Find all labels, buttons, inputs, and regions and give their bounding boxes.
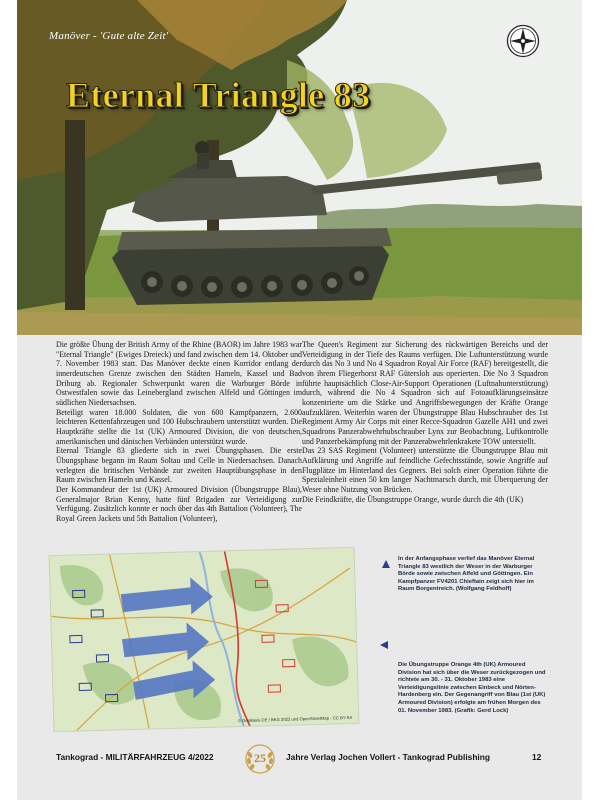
map-caption: Die Übungstruppe Orange 4th (UK) Armoured Division hat sich über die Weser zurückgezogen und richtete am 30. - 31. Oktober 1983 eine Verteidigungslinie zwischen Einbeck und Nörten-Hardenberg ein. Der Gegenangriff von Blau (1st (UK) Armoured Division) erfolgte am frühen Morgen des 01. November 1983. (Grafik: Gerd Lock) [398, 662, 546, 714]
text-column-left [56, 340, 302, 523]
paragraph: Das 23 SAS Regiment (Volunteer) unterstützte die Übungstruppe Blau mit Aufklärung und Angriffe auf feindliche Gefechtsstände, sowie Angriffe auf Flugplätze im Hinterland des Gegners. Bei solch einer Operation führte die Spezialeinheit einen 50 km langer Nachtmarsch durch, mit Überquerung der Weser ohne Nutzung von Brücken. [302, 446, 548, 494]
map-copyright: © GeoBasis-DE / BKG 2022 und OpenStreetMap - CC BY-SA [237, 714, 353, 724]
page-number: 12 [532, 752, 542, 762]
tank-photo [17, 0, 582, 335]
exercise-map [49, 547, 360, 732]
footer-publisher: Jahre Verlag Jochen Vollert - Tankograd Publishing [286, 752, 490, 762]
caption-pointer-up-icon [382, 560, 390, 568]
paragraph: The Queen's Regiment zur Sicherung des rückwärtigen Bereichs und der Verteidigung in der Tiefe des Raums verfügen. Die Luftunterstützung wurde durch das No 3 und No 4 Squadron Royal Air Force (RAF) bereitgestellt, die von ihrem Fliegerhorst RAF Gütersloh aus operierten. Die No 3 Squadron führte hauptsächlich Close-Air-Support Operationen (Luftnahunterstützung) durch, während die No 4 Squadron sich auf Fotoaufklärungseinsätze konzentrierte um die Stärke und Angriffsbewegungen der Kräfte Orange aufzuklären. Weiterhin waren der Übungstruppe Blau Hubschrauber des 1st Regiment Army Air Corps mit einer Recce-Squadron Gazelle AH1 und zwei Squadrons Panzerabwehrhubschrauber Lynx zur Beobachtung, Luftkontrolle und Panzerbekämpfung mit der Panzerabwehrlenkrakete TOW unterstellt. [302, 340, 548, 446]
section-label: Manöver - 'Gute alte Zeit' [49, 30, 169, 42]
paragraph: Die Feindkräfte, die Übungstruppe Orange, wurde durch die 4th (UK) [302, 494, 524, 504]
footer-publication: Tankograd - MILITÄRFAHRZEUG 4/2022 [56, 752, 214, 762]
paragraph: Der Kommandeur der 1st (UK) Armoured Division (Übungstruppe Blau), Generalmajor Brian Kenny, hatte fünf Brigaden zur Verteidigung zur Verfügung. Zusätzlich konnte er noch über das 4th Battalion (Volunteer), The Royal Green Jackets und 5th Battalion (Volunteer), [56, 484, 302, 523]
text-column-right [302, 340, 548, 504]
paragraph: Eternal Triangle 83 gliederte sich in zwei Übungsphasen. Die erste Übungsphase begann im Raum Soltau und Celle in Niedersachsen. Danach verlegten die britischen Verbände zur zweiten Hauptübungsphase in den Raum zwischen Hameln und Kassel. [56, 446, 302, 485]
compass-emblem-icon [506, 24, 540, 58]
article-headline: Eternal Triangle 83 [66, 75, 371, 115]
caption-pointer-left-icon [380, 641, 388, 649]
tank-photo-illustration [17, 0, 582, 335]
photo-caption: In der Anfangsphase verlief das Manöver Eternal Triangle 83 westlich der Weser in der Warburger Börde sowie zwischen Alfeld und Göttingen. Ein Kampfpanzer FV4201 Chieftain zeigt sich hier im Raum Borgentreich. (Wolfgang Feldhoff) [398, 556, 535, 593]
anniversary-number: 25 [254, 751, 266, 765]
paragraph: Die größte Übung der British Army of the Rhine (BAOR) im Jahre 1983 war "Eternal Triangle" (Ewiges Dreieck) und fand zwischen dem 14. Oktober und 7. November 1983 statt. Das Manöver deckte einen Korridor entlang der innerdeutschen Grenze zwischen den Städten Hameln, Kassel und Bad Driburg ab. Regionaler Schwerpunkt waren die Warburger Börde in Ostwestfalen sowie das Leinebergland zwischen Alfeld und Göttingen im südlichen Niedersachsen. [56, 340, 302, 407]
paragraph: Beteiligt waren 18.000 Soldaten, die von 600 Kampfpanzern, 2.600 leichteren Kettenfahrzeugen und 100 Hubschraubern unterstützt wurden. Die Hauptkräfte stellte die 1st (UK) Armoured Division, die von deutschen, amerikanischen und dänischen Verbänden unterstützt wurde. [56, 407, 302, 446]
map-graphic [50, 548, 360, 733]
